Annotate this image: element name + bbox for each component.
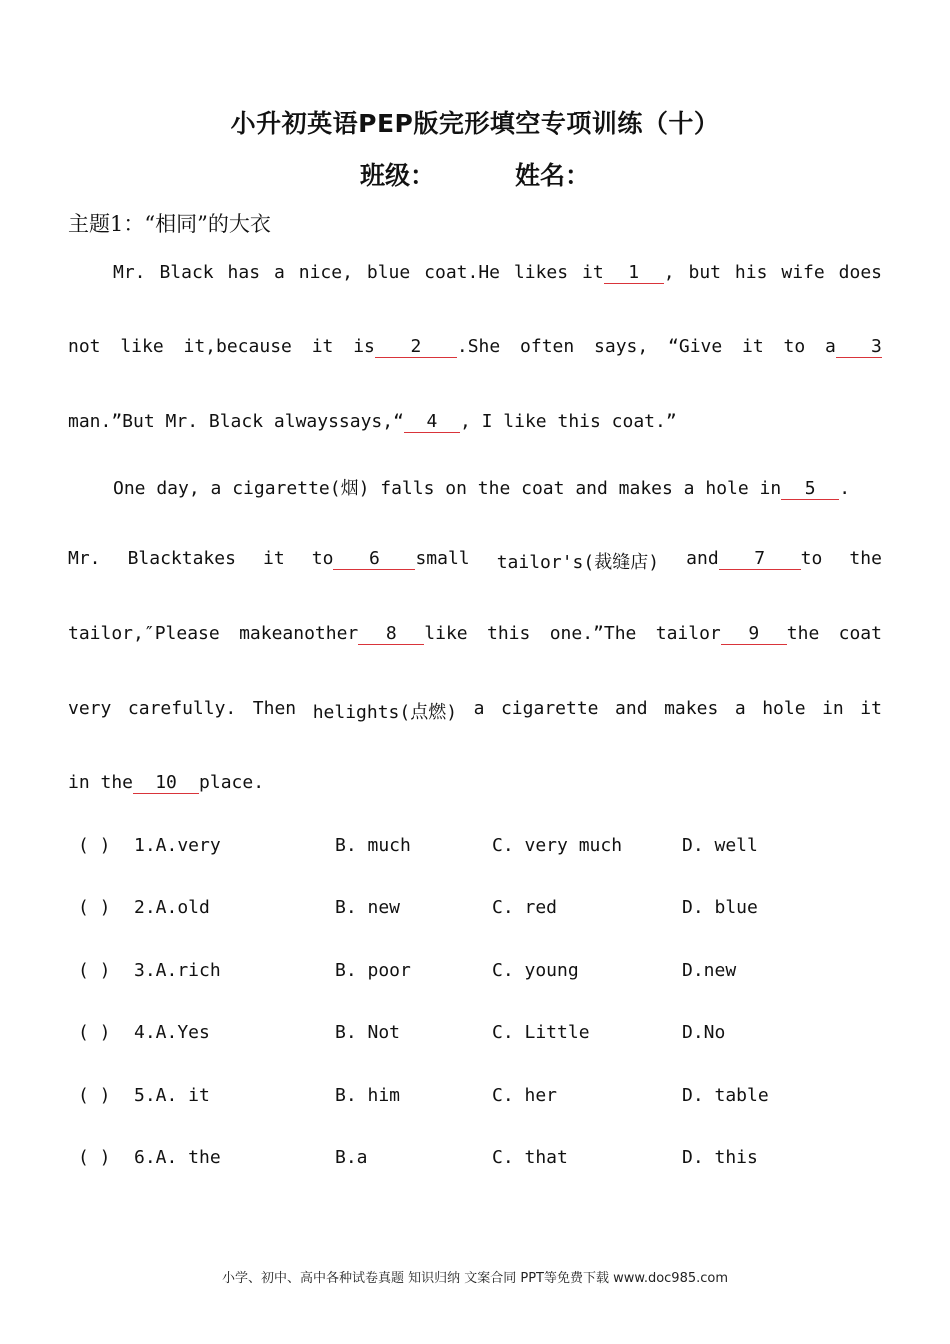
option-d: D. table: [682, 1085, 769, 1106]
option-b: B. new: [335, 897, 401, 918]
word: has: [227, 262, 261, 283]
option-a: 3.A.rich: [134, 960, 221, 981]
word: it: [860, 698, 882, 719]
option-d: D.new: [682, 960, 737, 981]
option-b: B. poor: [335, 960, 411, 981]
word: coat: [838, 623, 882, 644]
word: makeanother: [239, 623, 359, 644]
passage-text: , I like this coat.”: [459, 411, 677, 432]
word: tailor: [655, 623, 721, 644]
word: to: [783, 336, 806, 357]
passage-line-2: [68, 336, 882, 358]
option-a: 6.A. the: [134, 1147, 221, 1168]
question-row-3: [78, 960, 878, 984]
word: makes: [664, 698, 719, 719]
word: blue: [366, 262, 411, 283]
answer-paren[interactable]: ( ): [78, 835, 111, 856]
word: like: [424, 623, 468, 644]
topic-heading: 主题1：“相同”的大衣: [68, 212, 271, 236]
word: but: [688, 262, 721, 283]
word: Then: [252, 698, 297, 719]
blank-1: 1: [604, 263, 664, 284]
word: to: [800, 548, 823, 569]
option-a: 2.A.old: [134, 897, 210, 918]
word: Mr.: [113, 262, 146, 283]
word: helights(点燃): [312, 702, 458, 723]
question-row-2: [78, 897, 878, 921]
option-d: D.No: [682, 1022, 726, 1043]
word: a: [825, 336, 836, 357]
word: a: [273, 262, 285, 283]
option-c: C. her: [492, 1085, 558, 1106]
word: his: [734, 262, 768, 283]
word: Mr.: [68, 548, 101, 569]
option-c: C. red: [492, 897, 558, 918]
word: like: [120, 336, 164, 357]
answer-paren[interactable]: ( ): [78, 897, 111, 918]
word: it: [742, 336, 764, 357]
question-row-4: [78, 1022, 878, 1046]
passage-text: .: [839, 478, 851, 499]
answer-paren[interactable]: ( ): [78, 1085, 111, 1106]
word: the: [786, 623, 820, 644]
passage-text: in the: [68, 772, 134, 793]
word: coat.He: [424, 262, 500, 283]
passage-line-7: [68, 698, 882, 724]
passage-text: place.: [199, 772, 265, 793]
option-a: 1.A.very: [134, 835, 221, 856]
answer-paren[interactable]: ( ): [78, 1022, 111, 1043]
word: a: [734, 698, 746, 719]
word: wife: [781, 262, 825, 283]
option-b: B. Not: [335, 1022, 401, 1043]
class-label: 班级：: [359, 161, 435, 190]
word: says,: [594, 336, 649, 357]
option-b: B. him: [335, 1085, 401, 1106]
page-title: 小升初英语PEP版完形填空专项训练（十）: [230, 109, 720, 138]
option-c: C. that: [492, 1147, 568, 1168]
option-d: D. well: [682, 835, 758, 856]
blank-7: 7: [719, 549, 801, 570]
passage-text: One day, a cigarette(烟) falls on the coat and makes a hole in: [113, 478, 782, 499]
option-c: C. Little: [492, 1022, 590, 1043]
word: does: [838, 262, 882, 283]
word: .She: [456, 336, 501, 357]
blank-9: 9: [721, 624, 787, 645]
option-a: 5.A. it: [134, 1085, 210, 1106]
passage-line-3: [68, 411, 882, 433]
blank-4: 4: [404, 412, 460, 433]
word: tailor's(裁缝店): [496, 552, 660, 573]
word: in: [822, 698, 844, 719]
word: very: [68, 698, 112, 719]
blank-3: 3: [836, 337, 882, 358]
name-label: 姓名：: [515, 161, 591, 190]
option-d: D. this: [682, 1147, 758, 1168]
question-row-1: [78, 835, 878, 859]
word: likes: [513, 262, 569, 283]
word: this: [486, 623, 531, 644]
word: a: [473, 698, 485, 719]
word: the: [849, 548, 882, 569]
option-a: 4.A.Yes: [134, 1022, 210, 1043]
word: Blacktakes: [127, 548, 236, 569]
word: not: [68, 336, 101, 357]
word: small: [415, 548, 470, 569]
blank-6: 6: [333, 549, 415, 570]
word: carefully.: [127, 698, 237, 719]
word: one.”The: [549, 623, 637, 644]
word: it: [263, 548, 285, 569]
answer-paren[interactable]: ( ): [78, 960, 111, 981]
word: hole: [762, 698, 806, 719]
option-b: B.a: [335, 1147, 368, 1168]
word: “Give: [668, 336, 723, 357]
blank-8: 8: [358, 624, 424, 645]
student-info: [0, 156, 950, 192]
word: is: [353, 336, 375, 357]
word: tailor,″Please: [68, 623, 220, 644]
word: it: [582, 262, 604, 283]
passage-line-8: [68, 772, 882, 794]
blank-10: 10: [133, 773, 199, 794]
word: it,because: [183, 336, 292, 357]
option-b: B. much: [335, 835, 411, 856]
word: cigarette: [500, 698, 599, 719]
option-c: C. young: [492, 960, 579, 981]
answer-paren[interactable]: ( ): [78, 1147, 111, 1168]
question-row-6: [78, 1147, 878, 1171]
word: often: [520, 336, 575, 357]
question-row-5: [78, 1085, 878, 1109]
passage-line-5: [68, 548, 882, 574]
word: and: [615, 698, 648, 719]
blank-5: 5: [781, 479, 839, 500]
option-c: C. very much: [492, 835, 623, 856]
passage-line-6: [68, 623, 882, 645]
option-d: D. blue: [682, 897, 758, 918]
word: ,: [663, 262, 675, 283]
page-footer: 小学、初中、高中各种试卷真题 知识归纳 文案合同 PPT等免费下载 www.doc985.com: [221, 1271, 729, 1286]
word: Black: [159, 262, 214, 283]
blank-2: 2: [375, 337, 457, 358]
passage-line-1: [68, 262, 882, 284]
passage-text: man.”But Mr. Black alwayssays,“: [68, 411, 404, 432]
passage-line-4: [68, 474, 882, 500]
word: it: [311, 336, 334, 357]
word: to: [311, 548, 334, 569]
word: and: [686, 548, 719, 569]
word: nice,: [298, 262, 353, 283]
